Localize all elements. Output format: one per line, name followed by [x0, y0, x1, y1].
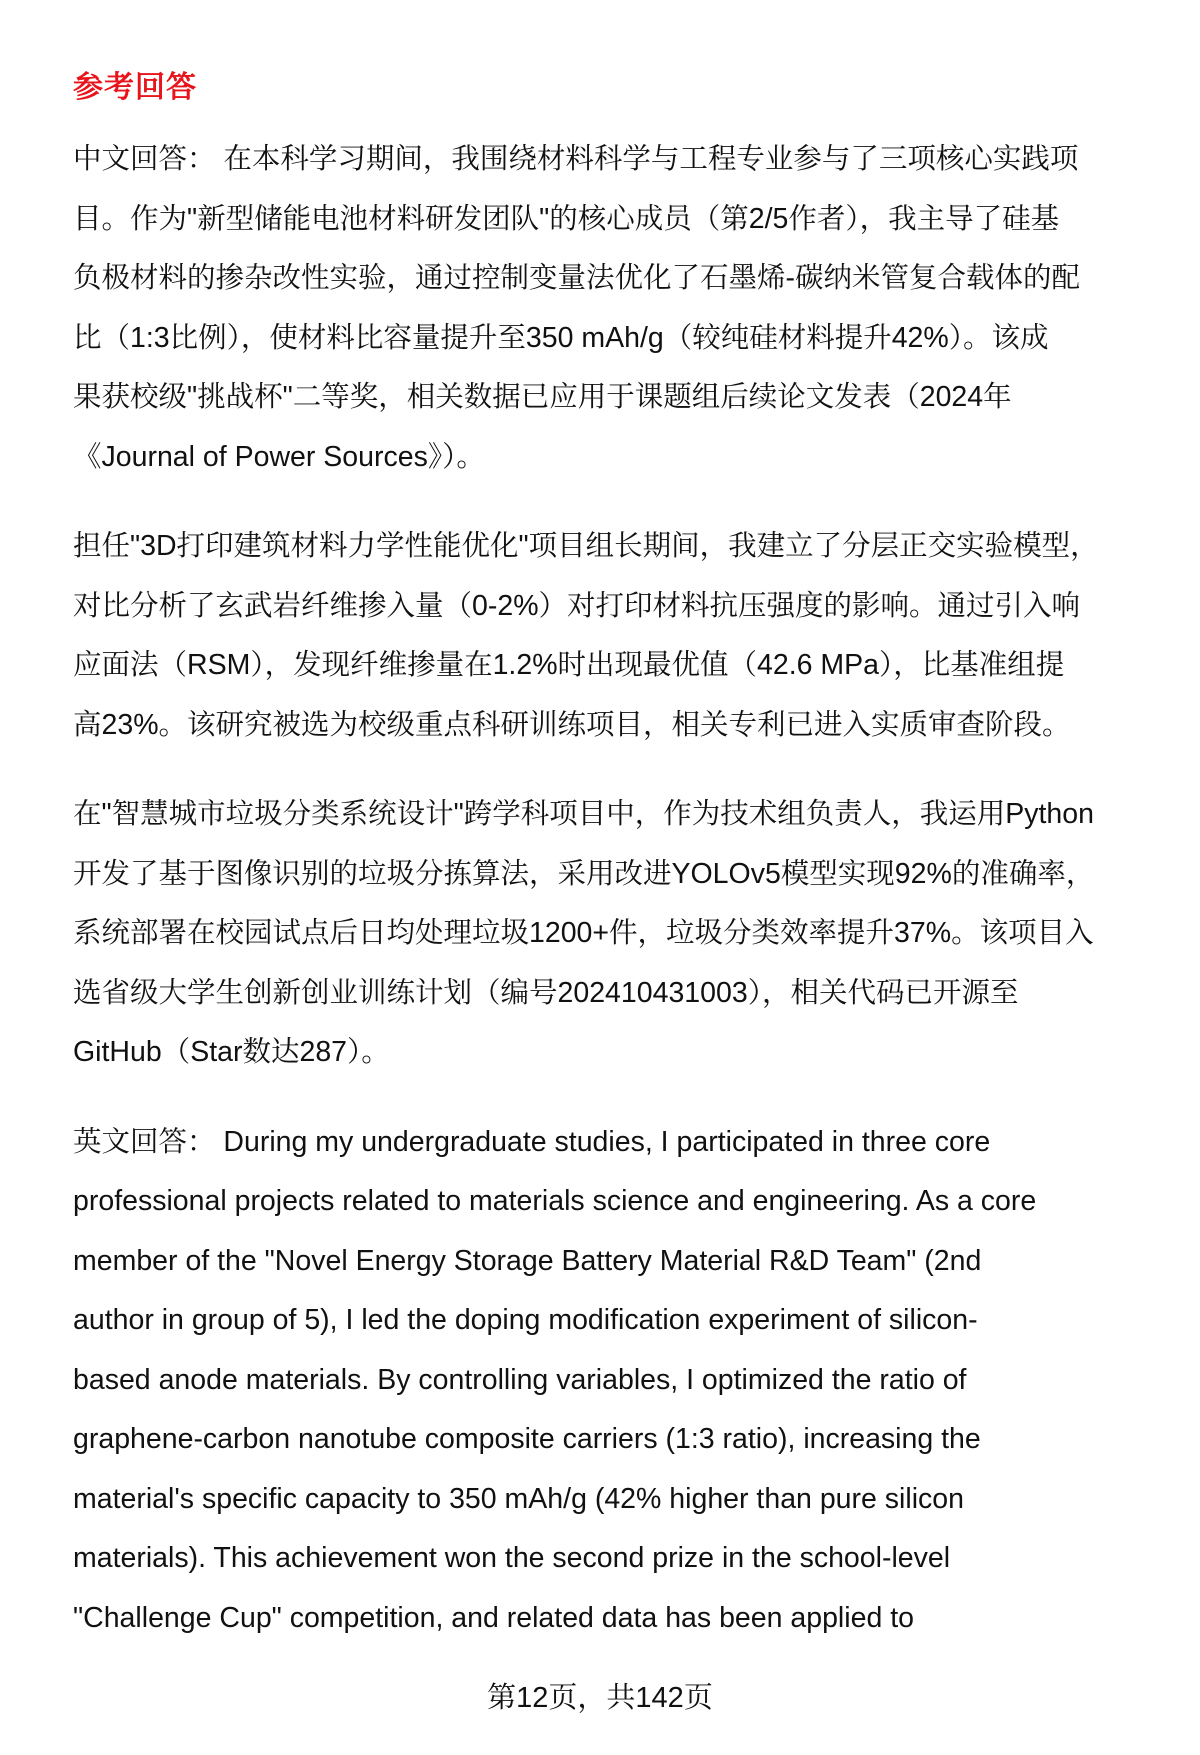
text-line: 担任"3D打印建筑材料力学性能优化"项目组长期间，我建立了分层正交实验模型， [73, 530, 1099, 562]
text-line: 果获校级"挑战杯"二等奖，相关数据已应用于课题组后续论文发表（2024年 [73, 381, 1012, 413]
text-line: 《Journal of Power Sources》）。 [73, 440, 485, 473]
text-line: graphene-carbon nanotube composite carriers (1:3 ratio), increasing the [73, 1423, 981, 1455]
paragraph [73, 1113, 1173, 1649]
text-line: GitHub（Star数达287）。 [73, 1036, 390, 1068]
text-line: 开发了基于图像识别的垃圾分拣算法，采用改进YOLOv5模型实现92%的准确率， [73, 857, 1095, 890]
text-line: 高23%。该研究被选为校级重点科研训练项目，相关专利已进入实质审查阶段。 [73, 708, 1071, 741]
paragraph [73, 517, 1173, 755]
text-line: 负极材料的掺杂改性实验，通过控制变量法优化了石墨烯-碳纳米管复合载体的配 [73, 262, 1080, 294]
text-line: 中文回答： 在本科学习期间，我围绕材料科学与工程专业参与了三项核心实践项 [73, 143, 1079, 175]
text-line: 在"智慧城市垃圾分类系统设计"跨学科项目中，作为技术组负责人，我运用Python [73, 798, 1094, 830]
text-line: professional projects related to materials science and engineering. As a core [73, 1185, 1037, 1217]
text-line: materials). This achievement won the second prize in the school-level [73, 1542, 951, 1574]
text-line: based anode materials. By controlling variables, I optimized the ratio of [73, 1363, 967, 1396]
paragraph [73, 130, 1173, 487]
paragraph [73, 785, 1173, 1083]
page-number: 第12页，共142页 [487, 1682, 713, 1714]
text-line: "Challenge Cup" competition, and related data has been applied to [73, 1601, 914, 1634]
text-line: material's specific capacity to 350 mAh/g (42% higher than pure silicon [73, 1482, 964, 1515]
text-line: 应面法（RSM），发现纤维掺量在1.2%时出现最优值（42.6 MPa），比基准组提 [73, 649, 1065, 681]
section-title: 参考回答 [73, 71, 197, 104]
answer-content [73, 130, 1173, 1678]
text-line: 选省级大学生创新创业训练计划（编号202410431003），相关代码已开源至 [73, 976, 1019, 1009]
text-line: 系统部署在校园试点后日均处理垃圾1200+件，垃圾分类效率提升37%。该项目入 [73, 917, 1094, 949]
text-line: 目。作为"新型储能电池材料研发团队"的核心成员（第2/5作者），我主导了硅基 [73, 202, 1060, 235]
text-line: 比（1:3比例），使材料比容量提升至350 mAh/g（较纯硅材料提升42%）。该成 [73, 321, 1049, 354]
text-line: 英文回答： During my undergraduate studies, I participated in three core [73, 1125, 991, 1158]
text-line: 对比分析了玄武岩纤维掺入量（0-2%）对打印材料抗压强度的影响。通过引入响 [73, 589, 1081, 622]
text-line: member of the "Novel Energy Storage Battery Material R&D Team" (2nd [73, 1244, 982, 1277]
text-line: author in group of 5), I led the doping modification experiment of silicon- [73, 1304, 978, 1336]
